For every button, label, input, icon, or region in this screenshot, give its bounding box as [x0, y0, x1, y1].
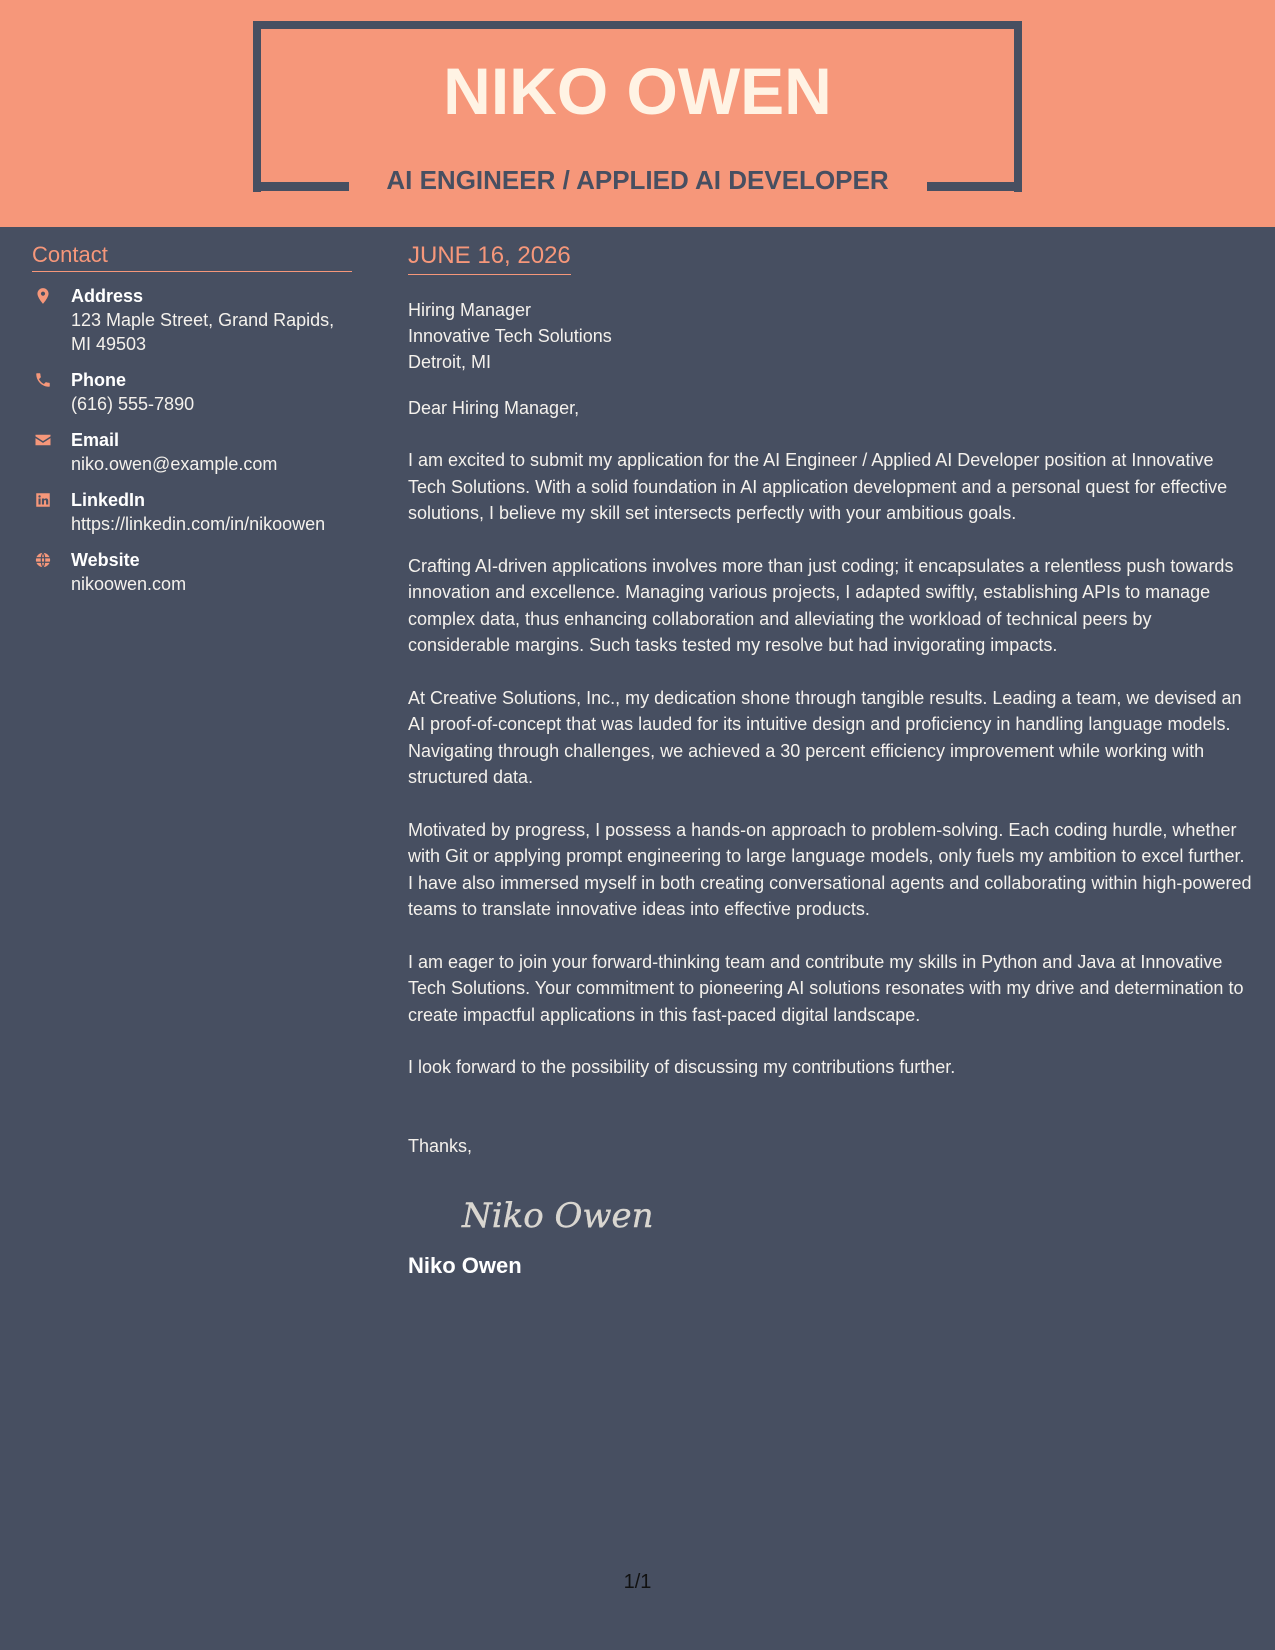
contact-item-linkedin	[32, 488, 352, 536]
contact-item-website	[32, 548, 352, 596]
body-paragraph: Crafting AI-driven applications involves more than just coding; it encapsulates a relentless push towards innovation and excellence. Managing various projects, I adapted swiftly, establishing APIs to manage complex data, thus enhancing collaboration and alleviating the workload of technical peers by considerable margins. Such tasks tested my resolve but had invigorating impacts.	[408, 555, 1234, 655]
contact-heading: Contact	[32, 244, 352, 272]
signature-text: Niko Owen	[462, 1195, 654, 1236]
salutation: Dear Hiring Manager,	[408, 398, 580, 418]
body-paragraph: I am eager to join your forward-thinking team and contribute my skills in Python and Java at Innovative Tech Solutions. Your commitment to pioneering AI solutions resonates with my drive and determination to create impactful applications in this fast-paced digital landscape.	[408, 951, 1244, 1025]
contact-item-phone	[32, 368, 352, 416]
contact-sidebar	[32, 244, 352, 608]
contact-label: LinkedIn	[71, 490, 146, 510]
phone-icon	[34, 371, 52, 389]
handwritten-signature	[454, 1185, 1253, 1245]
letter-date: JUNE 16, 2026	[408, 244, 571, 275]
contact-item-address	[32, 284, 352, 356]
contact-label: Email	[71, 430, 120, 450]
page-number: 1/1	[623, 1571, 652, 1593]
body-paragraph: Motivated by progress, I possess a hands-on approach to problem-solving. Each coding hurdle, whether with Git or applying prompt engineering to large language models, only fuels my ambition to excel further. I have also immersed myself in both creating conversational agents and collaborating within high-powered teams to translate innovative ideas into effective products.	[408, 819, 1252, 919]
recipient-line: Detroit, MI	[408, 352, 492, 372]
closing: Thanks,	[408, 1135, 473, 1156]
linkedin-value[interactable]: https://linkedin.com/in/nikoowen	[71, 514, 326, 534]
job-title: AI ENGINEER / APPLIED AI DEVELOPER	[386, 165, 889, 195]
applicant-name: NIKO OWEN	[443, 54, 832, 128]
linkedin-icon	[34, 491, 52, 509]
recipient-line: Innovative Tech Solutions	[408, 326, 612, 346]
contact-label: Phone	[71, 370, 127, 390]
signer-name: Niko Owen	[408, 1252, 522, 1278]
body-paragraph: I look forward to the possibility of discussing my contributions further.	[408, 1057, 956, 1077]
contact-label: Website	[71, 550, 140, 570]
letter-body	[408, 244, 1253, 1277]
recipient-block	[408, 297, 1253, 375]
header-banner	[0, 0, 1275, 227]
contact-label: Address	[71, 286, 144, 306]
body-paragraph: At Creative Solutions, Inc., my dedication shone through tangible results. Leading a team, we devised an AI proof-of-concept that was lauded for its intuitive design and proficiency in handling language models. Navigating through challenges, we achieved a 30 percent efficiency improvement while working with structured data.	[408, 687, 1242, 787]
contact-list	[32, 284, 352, 596]
body-paragraph: I am excited to submit my application for the AI Engineer / Applied AI Developer position at Innovative Tech Solutions. With a solid foundation in AI application development and a personal quest for effective solutions, I believe my skill set intersects perfectly with your ambitious goals.	[408, 450, 1228, 523]
address-line-2: MI 49503	[71, 334, 147, 354]
phone-value: (616) 555-7890	[71, 394, 195, 414]
contact-item-email	[32, 428, 352, 476]
map-pin-icon	[34, 287, 52, 305]
envelope-icon	[34, 431, 52, 449]
address-line-1: 123 Maple Street, Grand Rapids,	[71, 310, 335, 330]
email-value[interactable]: niko.owen@example.com	[71, 454, 278, 474]
globe-icon	[34, 551, 52, 569]
website-value[interactable]: nikoowen.com	[71, 574, 187, 594]
recipient-line: Hiring Manager	[408, 300, 532, 320]
